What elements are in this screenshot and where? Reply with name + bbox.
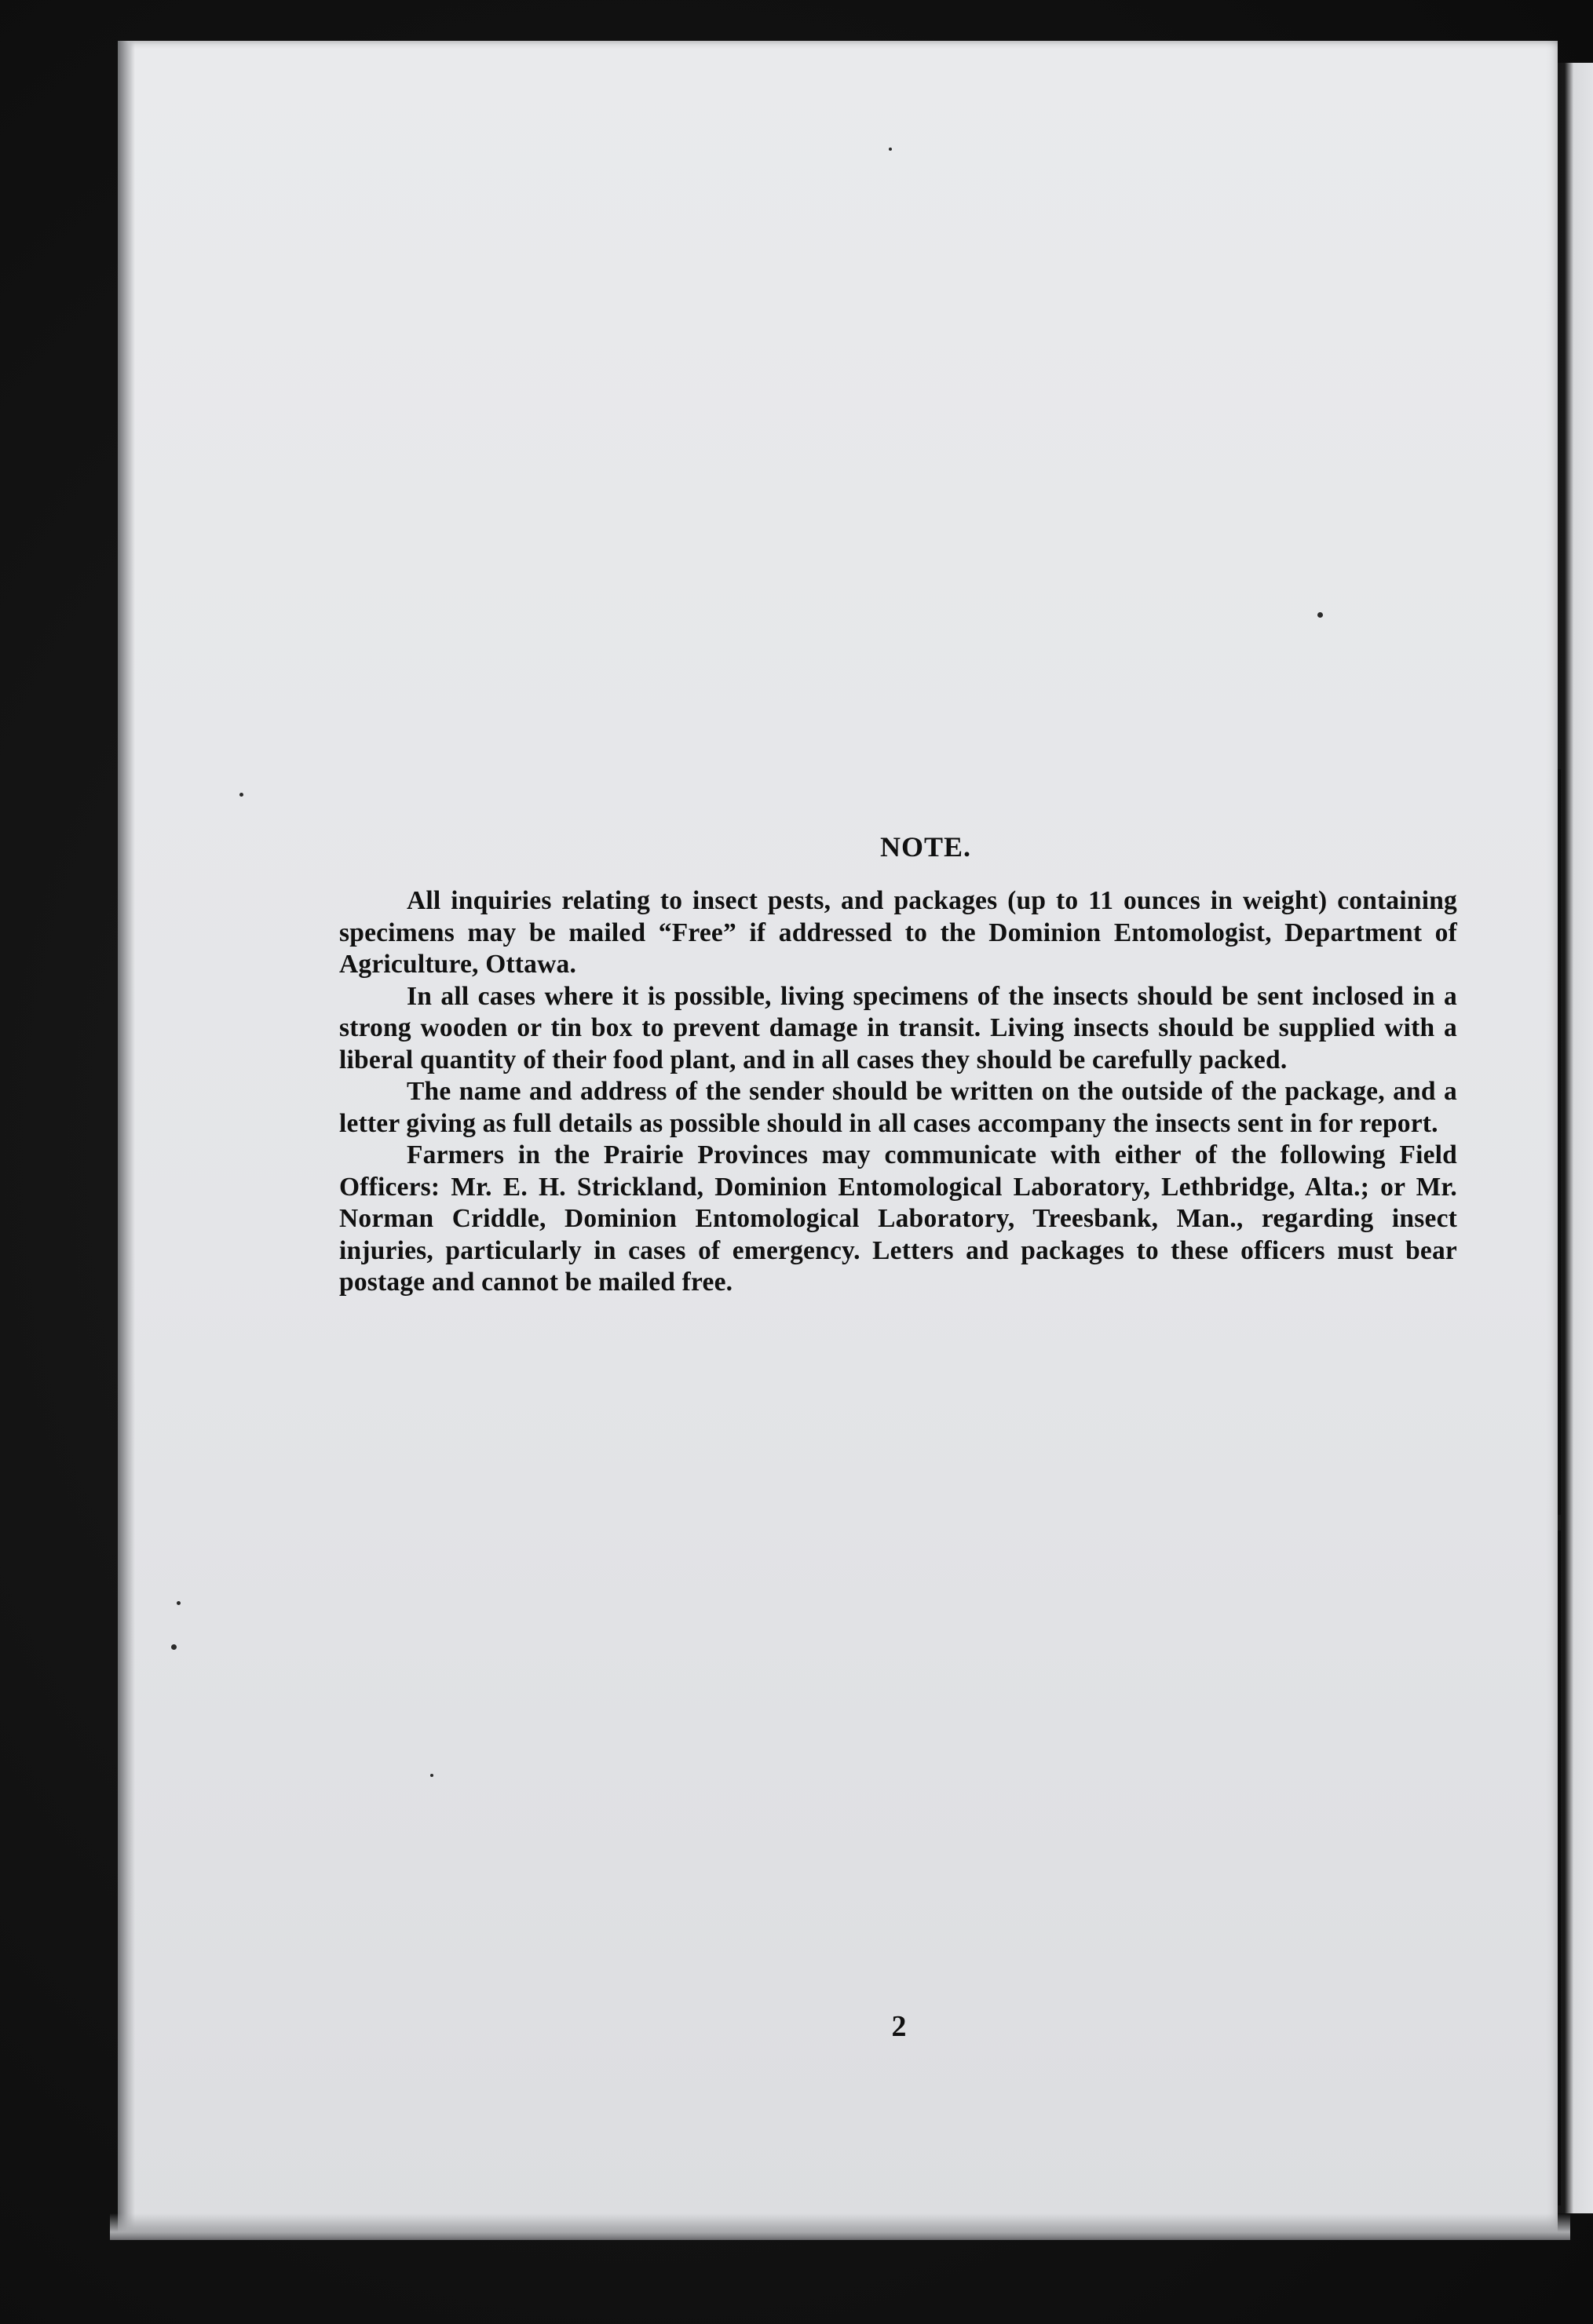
page-bottom-edge	[110, 2213, 1570, 2240]
page-left-edge	[118, 41, 135, 2238]
note-section	[339, 830, 1457, 1299]
paragraph-living-specimens: In all cases where it is possible, living specimens of the insects should be sent inclosed in a strong wooden or tin box to prevent damage in transit. Living insects should be supplied with a liberal quantity of their food plant, and in all cases they should be carefully packed.	[339, 981, 1457, 1074]
paragraph-sender-address: The name and address of the sender should be written on the outside of the package, and a letter giving as full details as possible should in all cases accompany the insects sent in for report.	[339, 1077, 1457, 1138]
note-title: NOTE.	[879, 831, 972, 863]
page-number: 2	[891, 2010, 907, 2043]
scan-speck	[1317, 612, 1323, 618]
scan-speck	[889, 148, 892, 151]
scan-speck	[430, 1774, 433, 1777]
scan-speck	[177, 1601, 181, 1605]
facing-page-edge	[1558, 63, 1593, 2213]
scan-speck	[171, 1644, 177, 1650]
scan-speck	[239, 793, 243, 797]
paragraph-inquiries: All inquiries relating to insect pests, and packages (up to 11 ounces in weight) containing specimens may be mailed “Free” if addressed to the Dominion Entomologist, Department of Agriculture, Ottawa.	[339, 886, 1457, 979]
paragraph-prairie-farmers: Farmers in the Prairie Provinces may communicate with either of the following Field Officers: Mr. E. H. Strickland, Dominion Entomological Laboratory, Lethbridge, Alta.; or Mr. Norman Criddle, Dominion Entomological Laboratory, Treesbank, Man., regarding insect injuries, particularly in cases of emergency. Letters and packages to these officers must bear postage and cannot be mailed free.	[339, 1140, 1457, 1297]
